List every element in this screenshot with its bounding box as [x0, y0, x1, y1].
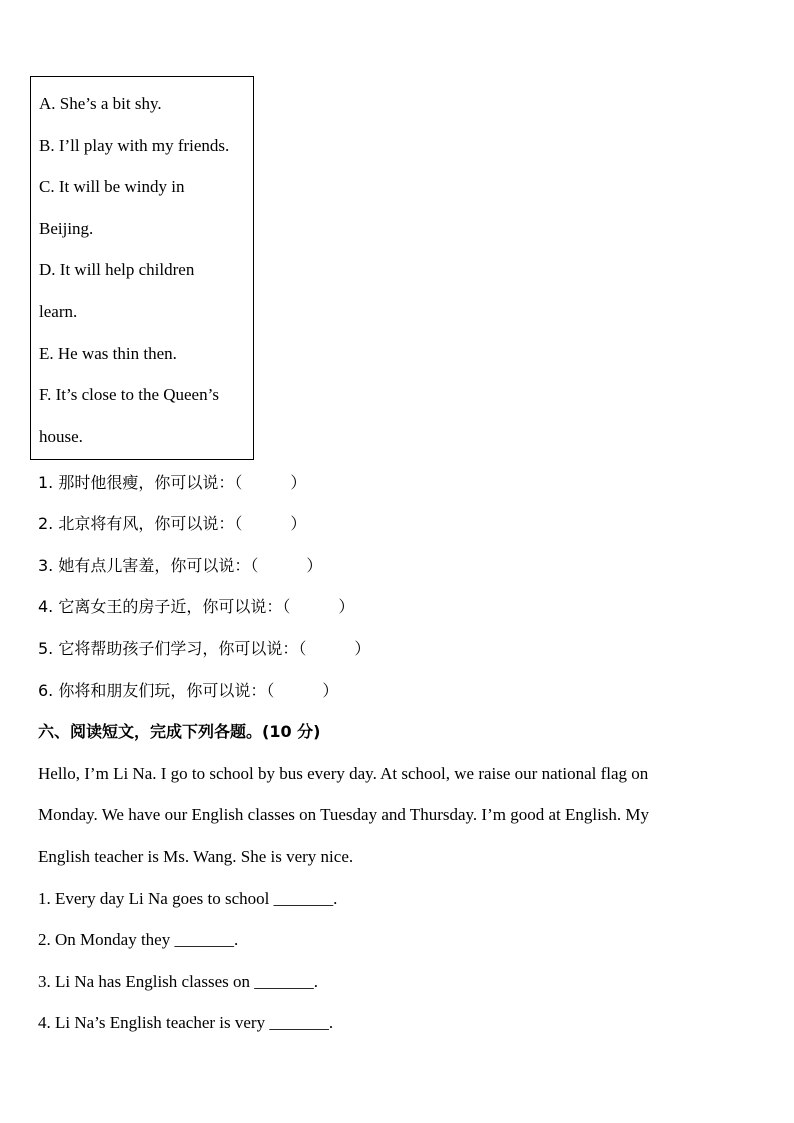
matching-item-2: 2. 北京将有风，你可以说：（ ） [38, 514, 307, 533]
option-c-cont: Beijing. [39, 219, 94, 238]
passage-line-3: English teacher is Ms. Wang. She is very nice. [38, 847, 354, 866]
section-title: 六、阅读短文，完成下列各题。(10 分) [38, 722, 321, 741]
option-f: F. It’s close to the Queen’s [39, 385, 219, 404]
matching-item-5: 5. 它将帮助孩子们学习，你可以说：（ ） [38, 639, 371, 658]
passage-line-1: Hello, I’m Li Na. I go to school by bus every day. At school, we raise our national flag on [38, 764, 649, 783]
matching-item-6: 6. 你将和朋友们玩，你可以说：（ ） [38, 681, 339, 700]
option-d: D. It will help children [39, 260, 195, 279]
matching-item-4: 4. 它离女王的房子近，你可以说：（ ） [38, 597, 355, 616]
option-f-cont: house. [39, 427, 83, 446]
option-d-cont: learn. [39, 302, 78, 321]
option-a: A. She’s a bit shy. [39, 94, 162, 113]
matching-item-1: 1. 那时他很瘦，你可以说：（ ） [38, 473, 307, 492]
passage-line-2: Monday. We have our English classes on Tuesday and Thursday. I’m good at English. My [38, 805, 650, 824]
options-box [30, 76, 254, 460]
question-2: 2. On Monday they _______. [38, 930, 239, 949]
option-e: E. He was thin then. [39, 344, 177, 363]
question-1: 1. Every day Li Na goes to school _______. [38, 889, 338, 908]
option-b: B. I’ll play with my friends. [39, 136, 230, 155]
question-4: 4. Li Na’s English teacher is very _______. [38, 1013, 334, 1032]
matching-item-3: 3. 她有点儿害羞，你可以说：（ ） [38, 556, 323, 575]
question-3: 3. Li Na has English classes on _______. [38, 972, 318, 991]
option-c: C. It will be windy in [39, 177, 185, 196]
